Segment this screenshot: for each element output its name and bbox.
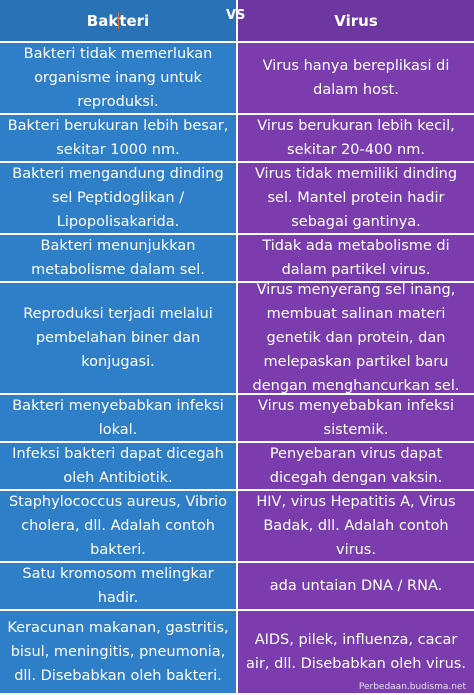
bakteri-cell: Bakteri mengandung dinding sel Peptidoglikan / Lipopolisakarida. — [0, 163, 237, 235]
virus-cell: Penyebaran virus dapat dicegah dengan vaksin. — [237, 443, 474, 491]
bakteri-cell: Staphylococcus aureus, Vibrio cholera, dll. Adalah contoh bakteri. — [0, 491, 237, 563]
header-bakteri — [0, 0, 237, 43]
bakteri-cell: Infeksi bakteri dapat dicegah oleh Antibiotik. — [0, 443, 237, 491]
bakteri-cell: Reproduksi terjadi melalui pembelahan biner dan konjugasi. — [0, 283, 237, 395]
virus-cell: AIDS, pilek, influenza, cacar air, dll. Disebabkan oleh virus. — [237, 611, 474, 695]
header-bakteri-part2: teri — [119, 11, 150, 30]
virus-cell: Virus hanya bereplikasi di dalam host. — [237, 43, 474, 115]
bakteri-cell: Bakteri menyebabkan infeksi lokal. — [0, 395, 237, 443]
virus-cell: HIV, virus Hepatitis A, Virus Badak, dll. Adalah contoh virus. — [237, 491, 474, 563]
bakteri-cell: Bakteri berukuran lebih besar, sekitar 1000 nm. — [0, 115, 237, 163]
bakteri-cell: Bakteri tidak memerlukan organisme inang untuk reproduksi. — [0, 43, 237, 115]
virus-cell: Virus tidak memiliki dinding sel. Mantel protein hadir sebagai gantinya. — [237, 163, 474, 235]
bakteri-cell: Bakteri menunjukkan metabolisme dalam sel. — [0, 235, 237, 283]
bakteri-cell: Satu kromosom melingkar hadir. — [0, 563, 237, 611]
vs-label: VS — [226, 8, 246, 23]
virus-cell: Virus menyebabkan infeksi sistemik. — [237, 395, 474, 443]
virus-cell: Virus menyerang sel inang, membuat salinan materi genetik dan protein, dan melepaskan partikel baru dengan menghancurkan sel. — [237, 283, 474, 395]
header-bakteri-part1: Bak — [86, 11, 119, 30]
virus-cell: Virus berukuran lebih kecil, sekitar 20-400 nm. — [237, 115, 474, 163]
watermark: Perbedaan.budisma.net — [358, 682, 466, 692]
bakteri-cell: Keracunan makanan, gastritis, bisul, meningitis, pneumonia, dll. Disebabkan oleh bakteri. — [0, 611, 237, 695]
virus-cell: ada untaian DNA / RNA. — [237, 563, 474, 611]
virus-cell: Tidak ada metabolisme di dalam partikel virus. — [237, 235, 474, 283]
header-virus: Virus — [237, 0, 474, 43]
